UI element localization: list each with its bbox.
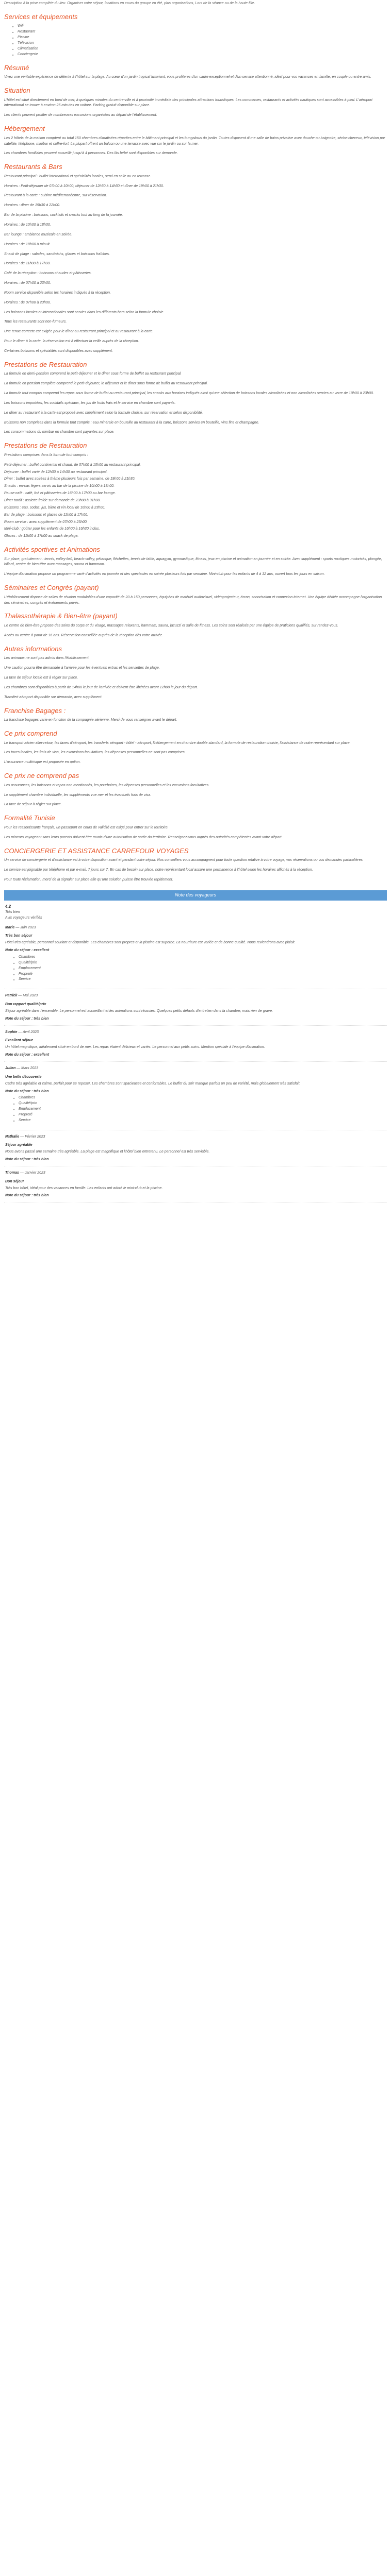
review-criterion: ■ Chambres xyxy=(14,955,386,960)
review-title: Très bon séjour xyxy=(5,934,32,938)
review-body: Séjour agréable dans l'ensemble. Le personnel est accueillant et les animations sont réussies. Quelques petits défauts d'entretien dans la chambre, mais rien de grave. xyxy=(5,1009,273,1013)
section-paragraph: Pour les ressortissants français, un passeport en cours de validité est exigé pour entrer sur le territoire. xyxy=(4,825,169,829)
section-title: CONCIERGERIE ET ASSISTANCE CARREFOUR VOYAGES xyxy=(4,846,189,855)
section-paragraph: Café de la réception : boissons chaudes et pâtisseries. xyxy=(4,272,92,276)
section-paragraph: Horaires : de 07h00 à 23h00. xyxy=(4,281,51,285)
section-paragraph: Les animaux ne sont pas admis dans l'établissement. xyxy=(4,656,90,660)
review-item xyxy=(4,1062,387,1130)
review-author-line xyxy=(5,925,386,931)
review-score: 4.2 xyxy=(5,904,11,909)
review-title: Séjour agréable xyxy=(5,1143,32,1147)
section-paragraph: La franchise bagages varie en fonction de la compagnie aérienne. Merci de vous renseigner avant le départ. xyxy=(4,718,177,722)
review-note: Note du séjour : très bien xyxy=(5,1158,49,1162)
review-body: Très bon hôtel, idéal pour des vacances en famille. Les enfants ont adoré le mini-club et la piscine. xyxy=(5,1186,163,1190)
bullet-item: ■ Conciergerie xyxy=(13,52,387,58)
section-title: Prestations de Restauration xyxy=(4,442,87,450)
section-paragraph: Les clients peuvent profiter de nombreuses excursions organisées au départ de l'établissement. xyxy=(4,113,157,117)
review-item xyxy=(4,1130,387,1166)
section-paragraph: La taxe de séjour à régler sur place. xyxy=(4,803,62,807)
service-line: Glaces : de 11h00 à 17h00 au snack de plage. xyxy=(4,534,79,538)
section-title: Résumé xyxy=(4,63,29,72)
content-sections xyxy=(4,13,387,883)
section-paragraph: L'établissement dispose de salles de réunion modulables d'une capacité de 20 à 150 personnes, équipées de matériel audiovisuel, vidéoprojecteur, écran, sonorisation et connexion internet. Une équipe dédiée accompagne l'organisation des séminaires, congrès et événements privés. xyxy=(4,595,382,605)
section-paragraph: Horaires : dîner de 19h30 à 22h00. xyxy=(4,204,60,208)
section-paragraph: Restaurant à la carte : cuisine méditerranéenne, sur réservation. xyxy=(4,194,107,198)
intro-text: Description à la prise complète du lieu: Organiser votre séjour, locations en cours du groupe en été, plus organisations, Lors de la séance ou de la haute fille. xyxy=(4,2,255,5)
bullet-item: ■ Piscine xyxy=(13,35,387,41)
review-criterion: ■ Qualité/prix xyxy=(14,1101,386,1107)
section-title: Activités sportives et Animations xyxy=(4,546,100,554)
section-paragraph: L'assurance multirisque est proposée en option. xyxy=(4,760,81,765)
review-separator: — xyxy=(19,1134,25,1139)
section-paragraph: Accès au centre à partir de 16 ans. Réservation conseillée auprès de la réception dès votre arrivée. xyxy=(4,633,164,637)
section-paragraph: Snack de plage : salades, sandwichs, glaces et boissons fraîches. xyxy=(4,252,110,256)
section-paragraph: Les mineurs voyageant sans leurs parents doivent être munis d'une autorisation de sortie du territoire. Renseignez-vous auprès des autorités compétentes avant votre départ. xyxy=(4,835,283,839)
review-criteria-list xyxy=(5,1095,386,1123)
review-title: Bon rapport qualité/prix xyxy=(5,1003,46,1007)
review-title: Une belle découverte xyxy=(5,1075,42,1079)
section-title: Ce prix comprend xyxy=(4,729,57,737)
review-criterion: ■ Propreté xyxy=(14,972,386,977)
review-score-label: Très bien xyxy=(5,910,20,914)
service-line: Déjeuner : buffet varié de 12h30 à 14h30 au restaurant principal. xyxy=(4,470,108,474)
review-date: Juin 2023 xyxy=(20,925,36,929)
section-paragraph: Les taxes locales, les frais de visa, les excursions facultatives, les dépenses personnelles ne sont pas comprises. xyxy=(4,751,186,755)
section-paragraph: Pour le dîner à la carte, la réservation est à effectuer la veille auprès de la réception. xyxy=(4,340,139,344)
section-paragraph: Horaires : de 07h00 à 23h00. xyxy=(4,300,51,304)
section-title: Formalité Tunisie xyxy=(4,814,55,822)
review-note: Note du séjour : excellent xyxy=(5,948,50,953)
section-paragraph: Vivez une véritable expérience de détente à l'hôtel sur la plage. Au cœur d'un jardin tropical luxuriant, vous profiterez d'un cadre exceptionnel et d'un service attentionné, idéal pour vos vacances en famille, en couple ou entre amis. xyxy=(4,75,371,79)
review-date: Avril 2023 xyxy=(22,1030,39,1034)
review-separator: — xyxy=(17,1030,23,1034)
review-body: Un hôtel magnifique, idéalement situé en bord de mer. Les repas étaient délicieux et variés. Le personnel aux petits soins. Mention spéciale à l'équipe d'animation. xyxy=(5,1045,265,1049)
review-list xyxy=(4,921,387,1203)
section-paragraph: Le dîner au restaurant à la carte est proposé avec supplément selon la formule choisie, sur réservation et selon disponibilité. xyxy=(4,411,203,415)
section-paragraph: Boissons non comprises dans la formule tout compris : eau minérale en bouteille au restaurant à la carte, boissons servies en bouteille, vins fins et champagne. xyxy=(4,420,259,425)
section-title: Hébergement xyxy=(4,125,45,133)
review-criterion: ■ Emplacement xyxy=(14,1107,386,1112)
review-criteria-list xyxy=(5,955,386,982)
review-author: Marie xyxy=(5,925,15,929)
review-date: Mai 2023 xyxy=(23,994,38,998)
review-body: Hôtel très agréable, personnel souriant et disponible. Les chambres sont propres et la piscine est superbe. La nourriture est variée et de bonne qualité. Nous reviendrons avec plaisir. xyxy=(5,941,296,945)
review-separator: — xyxy=(19,1171,25,1175)
section-paragraph: Restaurant principal : buffet international et spécialités locales, servi en salle ou en terrasse. xyxy=(4,174,152,178)
review-item xyxy=(4,1166,387,1202)
review-date: Mars 2023 xyxy=(21,1066,39,1070)
section-paragraph: Un service de conciergerie et d'assistance est à votre disposition avant et pendant votre séjour. Nos conseillers vous accompagnent pour toute question relative à votre voyage, vos réservations ou vos demandes particulières. xyxy=(4,858,364,862)
service-line: Room service : avec supplément de 07h00 à 23h00. xyxy=(4,520,88,524)
section-title: Ce prix ne comprend pas xyxy=(4,772,79,780)
bullet-item: ■ Climatisation xyxy=(13,46,387,52)
section-paragraph: Horaires : de 18h00 à minuit. xyxy=(4,242,51,246)
service-line: Petit-déjeuner : buffet continental et chaud, de 07h00 à 10h00 au restaurant principal. xyxy=(4,463,141,467)
service-line: Snacks : en-cas légers servis au bar de la piscine de 10h00 à 18h00. xyxy=(4,484,115,488)
section-paragraph: Le centre de bien-être propose des soins du corps et du visage, massages relaxants, hammam, sauna, jacuzzi et salle de fitness. Les soins sont réalisés par une équipe de praticiens qualifiés, sur rendez-vous. xyxy=(4,624,338,628)
section-title: Restaurants & Bars xyxy=(4,163,62,171)
section-title: Prestations de Restauration xyxy=(4,360,87,368)
section-title: Franchise Bagages : xyxy=(4,706,66,715)
service-line: Pause-café : café, thé et pâtisseries de 16h00 à 17h00 au bar lounge. xyxy=(4,492,116,496)
service-line: Dîner tardif : assiette froide sur demande de 23h00 à 01h00. xyxy=(4,498,101,502)
section-paragraph: La formule en pension complète comprend le petit-déjeuner, le déjeuner et le dîner sous forme de buffet au restaurant principal. xyxy=(4,382,208,386)
review-criterion: ■ Propreté xyxy=(14,1112,386,1118)
review-author: Nathalie xyxy=(5,1134,20,1139)
review-date: Février 2023 xyxy=(25,1134,45,1139)
section-paragraph: Bar lounge : ambiance musicale en soirée. xyxy=(4,232,73,236)
review-item xyxy=(4,921,387,990)
section-paragraph: Certaines boissons et spécialités sont disponibles avec supplément. xyxy=(4,349,113,353)
bullet-list xyxy=(4,24,387,57)
review-author: Sophie xyxy=(5,1030,18,1034)
review-item xyxy=(4,1026,387,1062)
review-criterion: ■ Service xyxy=(14,1118,386,1124)
reviews-header: Note des voyageurs xyxy=(4,890,387,901)
section-paragraph: Les boissons importées, les cocktails spéciaux, les jus de fruits frais et le service en chambre sont payants. xyxy=(4,401,176,405)
bullet-item: ■ Télévision xyxy=(13,41,387,46)
section-paragraph: Les assurances, les boissons et repas non mentionnés, les pourboires, les dépenses personnelles et les excursions facultatives. xyxy=(4,783,210,787)
review-title: Bon séjour xyxy=(5,1179,24,1183)
section-paragraph: Les 2 hôtels de la maison comptent au total 150 chambres climatisées réparties entre le bâtiment principal et les bungalows du jardin. Toutes disposent d'une salle de bains privative avec douche ou baignoire, sèche-cheveux, télévision par satellite, téléphone, minibar et coffre-fort. La plupart offrent un balcon ou une terrasse avec vue sur le jardin ou sur la mer. xyxy=(4,136,385,146)
section-title: Séminaires et Congrès (payant) xyxy=(4,584,99,592)
service-line: Bar de plage : boissons et glaces de 11h00 à 17h00. xyxy=(4,513,88,517)
section-paragraph: L'équipe d'animation propose un programme varié d'activités en journée et des spectacles en soirée plusieurs fois par semaine. Mini-club pour les enfants de 4 à 12 ans, ouvert tous les jours en saison. xyxy=(4,572,325,577)
section-paragraph: La formule tout compris comprend les repas sous forme de buffet au restaurant principal, les snacks aux horaires indiqués ainsi qu'une sélection de boissons locales alcoolisées et non alcoolisées servies au verre de 10h00 à 23h00. xyxy=(4,392,374,396)
section-title: Autres informations xyxy=(4,645,62,653)
section-paragraph: L'hôtel est situé directement en bord de mer, à quelques minutes du centre-ville et à proximité immédiate des principales attractions touristiques. Les commerces, restaurants et activités nautiques sont accessibles à pied. L'aéroport international se trouve à environ 25 minutes en voiture. Parking gratuit disponible sur place. xyxy=(4,98,372,108)
section-paragraph: Le transport aérien aller-retour, les taxes d'aéroport, les transferts aéroport - hôtel - aéroport, l'hébergement en chambre double standard, la formule de restauration choisie, l'assistance de notre représentant sur place. xyxy=(4,741,351,745)
section-title: Services et équipements xyxy=(4,12,78,21)
section-paragraph: Sur place, gratuitement : tennis, volley-ball, beach-volley, pétanque, fléchettes, tennis de table, aquagym, gymnastique, fitness, jeux en piscine et animation en journée et en soirée. Avec supplément : sports nautiques motorisés, plongée, billard, centre de bien-être avec massages, sauna et hammam. xyxy=(4,557,382,567)
service-line: Dîner : buffet avec soirées à thème plusieurs fois par semaine, de 19h00 à 21h30. xyxy=(4,477,136,481)
section-paragraph: Horaires : de 11h00 à 17h00. xyxy=(4,262,51,266)
review-date: Janvier 2023 xyxy=(24,1171,45,1175)
review-author-line xyxy=(5,1171,386,1176)
section-paragraph: Les chambres sont disponibles à partir de 14h00 le jour de l'arrivée et doivent être libérées avant 12h00 le jour du départ. xyxy=(4,685,198,689)
section-paragraph: La formule en demi-pension comprend le petit-déjeuner et le dîner sous forme de buffet au restaurant principal. xyxy=(4,372,182,376)
section-paragraph: Le supplément chambre individuelle, les suppléments vue mer et les éventuels frais de visa. xyxy=(4,793,152,797)
section-paragraph: La taxe de séjour locale est à régler sur place. xyxy=(4,676,78,680)
review-criterion: ■ Service xyxy=(14,977,386,982)
review-title: Excellent séjour xyxy=(5,1039,33,1043)
section-paragraph: Le service est joignable par téléphone et par e-mail, 7 jours sur 7. En cas de besoin sur place, notre représentant local assure une permanence à l'hôtel selon les horaires affichés à la réception. xyxy=(4,868,313,872)
review-author: Thomas xyxy=(5,1171,19,1175)
review-author-line xyxy=(5,993,386,999)
page xyxy=(0,0,391,1209)
review-note: Note du séjour : très bien xyxy=(5,1016,49,1021)
section-paragraph: Une caution pourra être demandée à l'arrivée pour les éventuels extras et les serviettes de plage. xyxy=(4,666,160,670)
review-separator: — xyxy=(14,925,21,929)
review-author-line xyxy=(5,1066,386,1072)
review-author: Julien xyxy=(5,1066,16,1070)
review-note: Note du séjour : excellent xyxy=(5,1053,50,1057)
section-paragraph: Les consommations du minibar en chambre sont payantes sur place. xyxy=(4,430,115,434)
service-line: Boissons : eau, sodas, jus, bière et vin local de 10h00 à 23h00. xyxy=(4,505,106,510)
review-criterion: ■ Chambres xyxy=(14,1095,386,1101)
review-author-line xyxy=(5,1030,386,1036)
review-note: Note du séjour : très bien xyxy=(5,1089,49,1093)
section-paragraph: Bar de la piscine : boissons, cocktails et snacks tout au long de la journée. xyxy=(4,213,123,217)
review-body: Nous avons passé une semaine très agréable. La plage est magnifique et l'hôtel bien entretenu. Le personnel est très serviable. xyxy=(5,1150,210,1154)
service-line: Mini-club : goûter pour les enfants de 16h00 à 16h30 inclus. xyxy=(4,527,100,531)
section-paragraph: Une tenue correcte est exigée pour le dîner au restaurant principal et au restaurant à la carte. xyxy=(4,330,154,334)
section-paragraph: Les chambres familiales peuvent accueillir jusqu'à 4 personnes. Des lits bébé sont disponibles sur demande. xyxy=(4,151,178,156)
review-author-line xyxy=(5,1134,386,1140)
review-separator: — xyxy=(17,994,23,998)
section-paragraph: Pour toute réclamation, merci de la signaler sur place afin qu'une solution puisse être trouvée rapidement. xyxy=(4,877,173,882)
section-title: Thalassothérapie & Bien-être (payant) xyxy=(4,612,118,620)
review-criterion: ■ Qualité/prix xyxy=(14,960,386,966)
review-separator: — xyxy=(15,1066,22,1070)
section-paragraph: Tous les restaurants sont non-fumeurs. xyxy=(4,320,67,324)
review-body: Cadre très agréable et calme, parfait pour se reposer. Les chambres sont spacieuses et confortables. Le buffet du soir manque parfois un peu de variété, mais globalement très satisfait. xyxy=(5,1081,301,1086)
bullet-item: ■ Restaurant xyxy=(13,29,387,35)
section-paragraph: Les boissons locales et internationales sont servies dans les différents bars selon la formule choisie. xyxy=(4,310,165,314)
section-paragraph: Room service disponible selon les horaires indiqués à la réception. xyxy=(4,291,111,295)
section-paragraph: Transfert aéroport disponible sur demande, avec supplément. xyxy=(4,695,103,699)
reviews-stats xyxy=(4,901,387,921)
review-count-label: Avis voyageurs vérifiés xyxy=(5,916,42,920)
section-paragraph: Horaires : Petit-déjeuner de 07h00 à 10h00, déjeuner de 12h30 à 14h30 et dîner de 19h00 à 21h30. xyxy=(4,184,164,188)
review-author: Patrick xyxy=(5,994,18,998)
review-criterion: ■ Emplacement xyxy=(14,966,386,972)
review-note: Note du séjour : très bien xyxy=(5,1194,49,1198)
bullet-item: ■ Wifi xyxy=(13,24,387,29)
section-title: Situation xyxy=(4,86,30,94)
section-paragraph: Horaires : de 10h00 à 18h00. xyxy=(4,223,51,227)
review-item xyxy=(4,989,387,1025)
section-paragraph: Prestations comprises dans la formule tout compris : xyxy=(4,453,88,457)
